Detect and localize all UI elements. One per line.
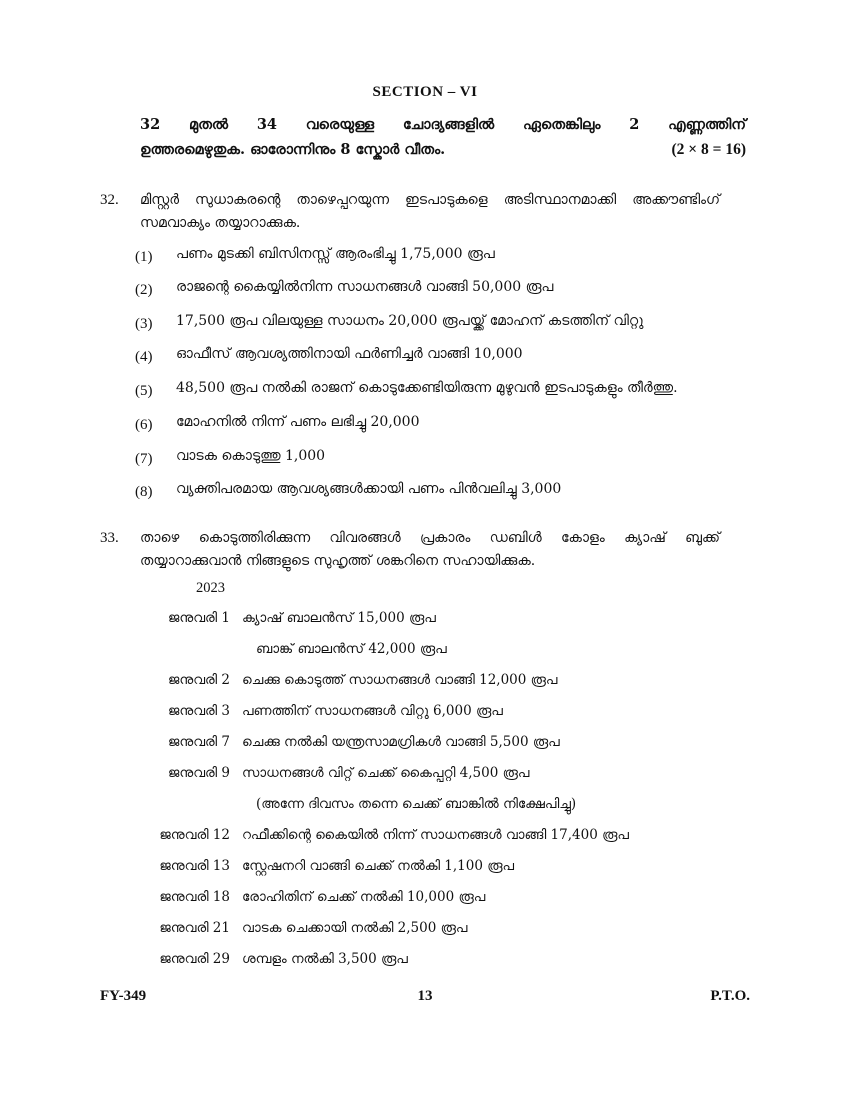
q32-item-number: (6) <box>135 417 153 433</box>
footer-pto: P.T.O. <box>710 988 750 1004</box>
instruction-line-2: ഉത്തരമെഴുതുക. ഓരോന്നിനും 8 സ്കോർ വീതം. <box>140 141 446 158</box>
q33-entry-date: ജനുവരി 12 <box>159 827 230 843</box>
question-33-number: 33. <box>100 530 119 546</box>
question-33-line-2: തയ്യാറാക്കുവാൻ നിങ്ങളുടെ സുഹൃത്ത് ശങ്കറിനെ സഹായിക്കുക. <box>140 553 536 569</box>
q33-entry-date: ജനുവരി 13 <box>159 858 230 874</box>
q33-entry-date: ജനുവരി 9 <box>167 765 230 781</box>
q33-entry-text: രോഹിതിന് ചെക്ക് നൽകി 10,000 രൂപ <box>242 889 486 905</box>
q33-entry-text: വാടക ചെക്കായി നൽകി 2,500 രൂപ <box>242 920 468 936</box>
q32-item-text: വ്യക്തിപരമായ ആവശ്യങ്ങൾക്കായി പണം പിൻവലിച്ചു 3,000 <box>176 481 562 497</box>
q32-item-text: 48,500 രൂപ നൽകി രാജന് കൊടുക്കേണ്ടിയിരുന്ന മുഴുവൻ ഇടപാടുകളും തീർത്തു. <box>176 380 678 396</box>
q33-entry-text: ശമ്പളം നൽകി 3,500 രൂപ <box>242 951 408 967</box>
q33-entry-text: സാധനങ്ങൾ വിറ്റ് ചെക്ക് കൈപ്പറ്റി 4,500 രൂപ <box>242 765 530 781</box>
q33-entry-date: ജനുവരി 18 <box>159 889 230 905</box>
q32-item-number: (4) <box>135 349 153 365</box>
q32-item-number: (7) <box>135 451 153 467</box>
q32-item-text: പണം മുടക്കി ബിസിനസ്സ് ആരംഭിച്ചു 1,75,000 രൂപ <box>176 246 495 262</box>
q33-entry-text: ബാങ്ക് ബാലൻസ് 42,000 രൂപ <box>256 641 447 657</box>
q32-item-number: (3) <box>135 316 153 332</box>
q33-entry-text: സ്റ്റേഷനറി വാങ്ങി ചെക്ക് നൽകി 1,100 രൂപ <box>242 858 515 874</box>
q32-item-text: വാടക കൊടുത്തു 1,000 <box>176 448 326 464</box>
footer-paper-code: FY-349 <box>100 988 147 1004</box>
q32-item-number: (5) <box>135 383 153 399</box>
q33-entry-date: ജനുവരി 2 <box>167 672 230 688</box>
q33-entry-text: പണത്തിന് സാധനങ്ങൾ വിറ്റു 6,000 രൂപ <box>242 703 503 719</box>
q33-entry-text: (അന്നേ ദിവസം തന്നെ ചെക്ക് ബാങ്കിൽ നിക്ഷേപിച്ചു) <box>256 796 577 812</box>
q33-entry-text: ക്യാഷ് ബാലൻസ് 15,000 രൂപ <box>242 610 436 626</box>
q33-entry-date: ജനുവരി 29 <box>159 951 230 967</box>
q33-entry-date: ജനുവരി 1 <box>167 610 230 626</box>
q33-entry-date: ജനുവരി 21 <box>159 920 230 936</box>
marks-allocation: (2 × 8 = 16) <box>671 141 746 158</box>
question-33-line-1: താഴെ കൊടുത്തിരിക്കുന്ന വിവരങ്ങൾ പ്രകാരം ഡബിൾ കോളം ക്യാഷ് ബുക്ക് <box>140 530 720 546</box>
question-32-line-2: സമവാക്യം തയ്യാറാക്കുക. <box>140 215 301 231</box>
q32-item-number: (2) <box>135 282 153 298</box>
footer-page-number: 13 <box>417 988 433 1004</box>
q33-entry-text: ചെക്കു നൽകി യന്ത്രസാമഗ്രികൾ വാങ്ങി 5,500 രൂപ <box>242 734 560 750</box>
q33-entry-date: ജനുവരി 7 <box>167 734 230 750</box>
instruction-line-1: 32 മുതൽ 34 വരെയുള്ള ചോദ്യങ്ങളിൽ ഏതെങ്കിലും 2 എണ്ണത്തിന് <box>140 116 746 133</box>
section-title: SECTION – VI <box>372 84 478 100</box>
q33-entry-text: ചെക്കു കൊടുത്ത് സാധനങ്ങൾ വാങ്ങി 12,000 രൂപ <box>242 672 558 688</box>
q33-year: 2023 <box>196 580 225 596</box>
q32-item-number: (8) <box>135 484 153 500</box>
question-32-line-1: മിസ്റ്റർ സുധാകരന്റെ താഴെപ്പറയുന്ന ഇടപാടുകളെ അടിസ്ഥാനമാക്കി അക്കൗണ്ടിംഗ് <box>140 192 720 208</box>
q33-entry-text: റഫീക്കിന്റെ കൈയിൽ നിന്ന് സാധനങ്ങൾ വാങ്ങി 17,400 രൂപ <box>242 827 629 843</box>
q33-entry-date: ജനുവരി 3 <box>167 703 230 719</box>
question-32-number: 32. <box>100 192 119 208</box>
q32-item-number: (1) <box>135 249 153 265</box>
q32-item-text: 17,500 രൂപ വിലയുള്ള സാധനം 20,000 രൂപയ്ക്ക് മോഹന് കടത്തിന് വിറ്റു <box>176 313 644 329</box>
q32-item-text: രാജന്റെ കൈയ്യിൽനിന്ന സാധനങ്ങൾ വാങ്ങി 50,000 രൂപ <box>176 279 554 295</box>
q32-item-text: ഓഫീസ് ആവശ്യത്തിനായി ഫർണിച്ചർ വാങ്ങി 10,000 <box>176 346 523 362</box>
q32-item-text: മോഹനിൽ നിന്ന് പണം ലഭിച്ചു 20,000 <box>176 414 420 430</box>
